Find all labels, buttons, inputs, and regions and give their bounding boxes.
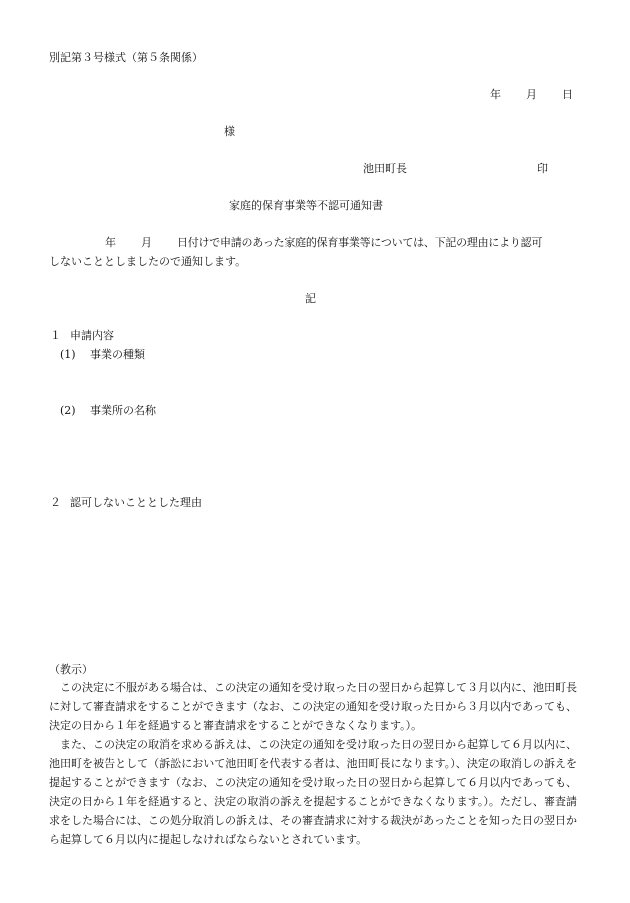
section-number: ２ [50,496,61,509]
intro-year-label: 年 [105,236,116,249]
item-number: (1) [60,348,76,361]
date-year-label: 年 [490,88,501,101]
instruction-paragraph-2: また、この決定の取消を求める訴えは、この決定の通知を受け取った日の翌日から起算して６月以内に、池田町を被告として（訴訟において池田町を代表する者は、池田町長になります。）、決定の取消しの訴えを提起することができます（なお、この決定の通知を受け取った日の翌日から起算して６月以内であっても、決定の日から１年を経過すると、決定の取消の訴えを提起することができなくなります。）。ただし、審査請求をした場合には、この処分取消しの訴えは、その審査請求に対する裁決があったことを知った日の翌日から起算して６月以内に提起しなければならないとされています。 [49,738,577,846]
item-number: (2) [60,404,76,417]
seal-mark: 印 [537,162,548,175]
document-title: 家庭的保育事業等不認可通知書 [229,199,383,212]
instruction-paragraph-1: この決定に不服がある場合は、この決定の通知を受け取った日の翌日から起算して３月以内に、池田町長に対して審査請求をすることができます（なお、この決定の通知を受け取った日から３月以内であっても、決定の日から１年を経過すると審査請求をすることができなくなります。）。 [49,681,577,732]
date-month-label: 月 [526,88,537,101]
section-title: 認可しないこととした理由 [70,496,202,509]
intro-month-label: 月 [141,236,152,249]
date-day-label: 日 [562,88,573,101]
item-label: 事業の種類 [90,348,145,361]
ki-heading: 記 [305,292,316,305]
section-number: １ [50,329,61,342]
instruction-heading: （教示） [49,663,93,676]
form-label: 別記第３号様式（第５条関係） [49,51,203,64]
intro-line-1: 日付けで申請のあった家庭的保育事業等については、下記の理由により認可 [177,236,543,249]
intro-line-2: しないこととしましたので通知します。 [49,255,247,268]
addressee-suffix: 様 [224,125,235,138]
item-label: 事業所の名称 [90,404,156,417]
section-title: 申請内容 [70,329,114,342]
issuer-name: 池田町長 [363,162,407,175]
